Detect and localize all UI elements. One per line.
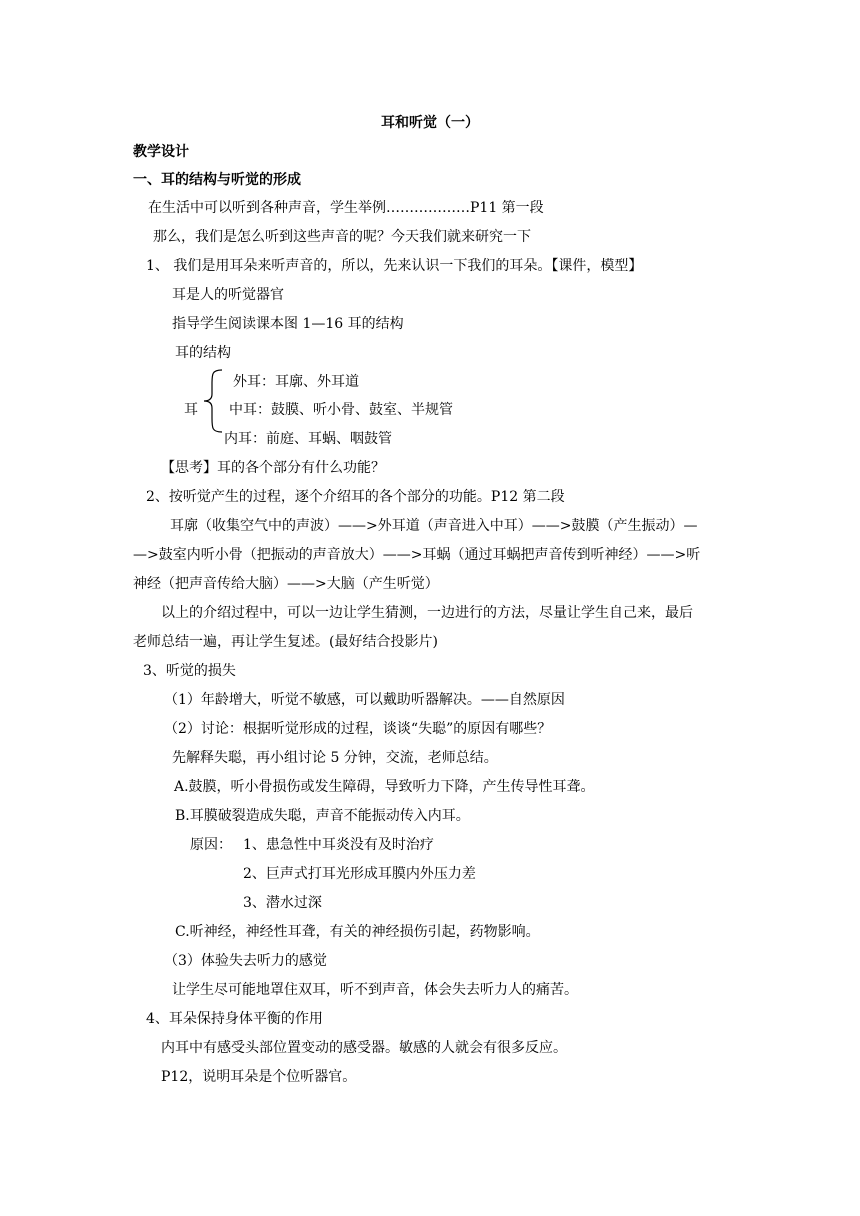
item-1-line-c: 耳的结构 (175, 345, 231, 361)
cause-a: A.鼓膜，听小骨损伤或发生障碍，导致听力下降，产生传导性耳聋。 (174, 779, 595, 795)
experience-note: 让学生尽可能地罩住双耳，听不到声音，体会失去听力人的痛苦。 (172, 982, 578, 998)
reason-2: 2、巨声式打耳光形成耳膜内外压力差 (243, 866, 476, 882)
ear-root-label: 耳 (184, 402, 198, 418)
process-line-1: 耳廓（收集空气中的声波）——>外耳道（声音进入中耳）——>鼓膜（产生振动）— (170, 518, 698, 534)
outer-ear-line: 外耳：耳廓、外耳道 (233, 374, 359, 390)
middle-ear-line: 中耳：鼓膜、听小骨、鼓室、半规管 (229, 402, 453, 418)
item-3-text: 3、听觉的损失 (143, 663, 236, 679)
item-1-text: 1、 我们是用耳朵来听声音的，所以，先来认识一下我们的耳朵。【课件，模型】 (146, 258, 643, 274)
item-1-line-b: 指导学生阅读课本图 1—16 耳的结构 (172, 316, 404, 332)
cause-b: B.耳膜破裂造成失聪，声音不能振动传入内耳。 (175, 808, 470, 824)
inner-ear-line: 内耳：前庭、耳蜗、咽鼓管 (224, 431, 392, 447)
heading-teaching-design: 教学设计 (133, 144, 189, 160)
document-title: 耳和听觉（一） (381, 115, 479, 131)
note-line-2: 老师总结一遍，再让学生复述。(最好结合投影片) (133, 634, 438, 650)
hearing-loss-point-3: （3）体验失去听力的感觉 (164, 953, 327, 969)
item-4-text: 4、耳朵保持身体平衡的作用 (146, 1011, 323, 1027)
balance-line-1: 内耳中有感受头部位置变动的感受器。敏感的人就会有很多反应。 (161, 1040, 567, 1056)
process-line-3: 神经（把声音传给大脑）——>大脑（产生听觉） (133, 576, 439, 592)
cause-c: C.听神经，神经性耳聋，有关的神经损伤引起，药物影响。 (175, 924, 540, 940)
reason-3: 3、潜水过深 (243, 895, 322, 911)
hearing-loss-point-2: （2）讨论：根据听觉形成的过程，谈谈“失聪”的原因有哪些？ (164, 721, 552, 737)
section-heading-ear-structure: 一、耳的结构与听觉的形成 (133, 172, 301, 188)
hearing-loss-point-1: （1）年龄增大，听觉不敏感，可以戴助听器解决。——自然原因 (164, 692, 565, 708)
reason-1: 1、患急性中耳炎没有及时治疗 (243, 837, 434, 853)
reason-label: 原因： (190, 837, 232, 853)
note-line-1: 以上的介绍过程中，可以一边让学生猜测，一边进行的方法，尽量让学生自己来，最后 (161, 605, 693, 621)
discussion-note: 先解释失聪，再小组讨论 5 分钟，交流，老师总结。 (172, 750, 498, 766)
intro-line-2: 那么，我们是怎么听到这些声音的呢？今天我们就来研究一下 (153, 229, 531, 245)
curly-brace-icon (200, 368, 226, 434)
item-1-line-a: 耳是人的听觉器官 (172, 287, 284, 303)
intro-line-1: 在生活中可以听到各种声音，学生举例………………P11 第一段 (148, 200, 544, 216)
think-question: 【思考】耳的各个部分有什么功能？ (161, 460, 385, 476)
balance-line-2: P12，说明耳朵是个位听器官。 (161, 1069, 357, 1085)
process-line-2: —>鼓室内听小骨（把振动的声音放大）——>耳蜗（通过耳蜗把声音传到听神经）——>听 (133, 547, 701, 563)
item-2-text: 2、按听觉产生的过程，逐个介绍耳的各个部分的功能。P12 第二段 (146, 489, 565, 505)
